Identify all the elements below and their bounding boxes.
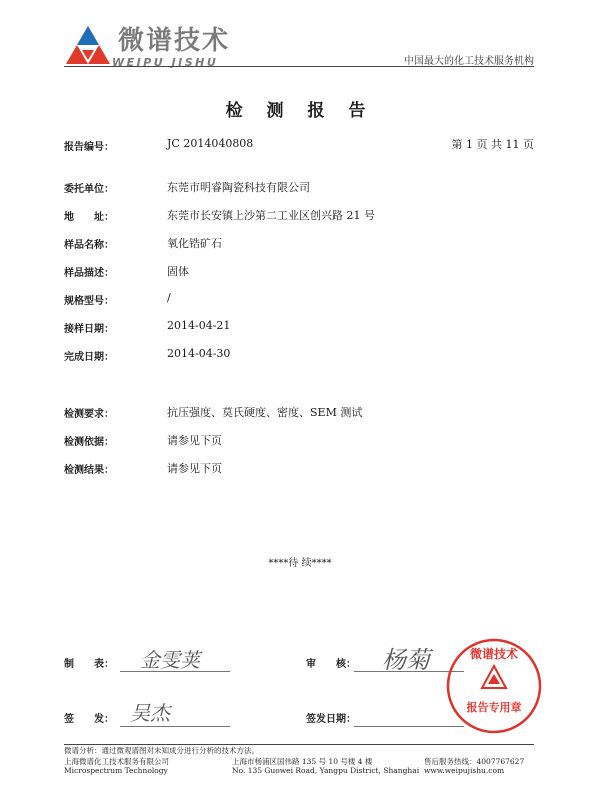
header-tagline: 中国最大的化工技术服务机构 (404, 56, 534, 67)
finish-date-value: 2014-04-30 (167, 347, 231, 360)
footer-company-cn: 上海微谱化工技术服务有限公司 (64, 757, 169, 766)
address-label: 地 址： (64, 212, 114, 223)
test-basis-value: 请参见下页 (167, 434, 222, 447)
report-no-label: 报告编号： (64, 142, 114, 153)
footer-address-en: No. 135 Guowei Road, Yangpu District, Shanghai (232, 766, 420, 775)
footer-hotline: 售后服务热线：4007767627 (424, 757, 525, 766)
stamp-bottom-text: 报告专用章 (466, 701, 522, 714)
report-seal-stamp (444, 636, 544, 736)
footer-address-cn: 上海市杨浦区国伟路 135 号 10 号楼 4 楼 (232, 757, 373, 766)
weipu-logo-icon (64, 24, 112, 66)
document-title: 检 测 报 告 (225, 101, 375, 121)
address-value: 东莞市长安镇上沙第二工业区创兴路 21 号 (167, 209, 375, 222)
logo-english-name: WEIPU JISHU (112, 56, 219, 69)
footer-company-en: Microspectrum Technology (64, 766, 168, 775)
stamp-top-text: 微谱技术 (469, 647, 519, 661)
footer-divider (64, 744, 534, 745)
sample-name-value: 氧化锆矿石 (167, 237, 222, 250)
sample-desc-value: 固体 (167, 265, 189, 278)
reviewer-signature: 杨菊 (382, 646, 430, 674)
finish-date-label: 完成日期： (64, 352, 114, 363)
preparer-line (120, 671, 230, 672)
spec-label: 规格型号： (64, 296, 114, 307)
sample-name-label: 样品名称： (64, 240, 114, 251)
test-result-value: 请参见下页 (167, 462, 222, 475)
issuer-line (120, 726, 230, 727)
logo-chinese-name: 微谱技术 (118, 26, 231, 56)
client-label: 委托单位： (64, 184, 114, 195)
issuer-label: 签 发： (64, 714, 114, 725)
reviewer-label: 审 核： (306, 659, 356, 670)
test-requirement-label: 检测要求： (64, 409, 114, 420)
test-basis-label: 检测依据： (64, 437, 114, 448)
footer-website[interactable]: www.weipujishu.com (424, 766, 505, 775)
report-no-value: JC 2014040808 (167, 137, 254, 150)
header-divider (64, 66, 534, 67)
footer-notice: 微谱分析：通过微观谱图对未知成分进行分析的技术方法。 (64, 746, 259, 755)
test-requirement-value: 抗压强度、莫氏硬度、密度、SEM 测试 (167, 406, 363, 419)
client-value: 东莞市明睿陶瓷科技有限公司 (167, 181, 310, 194)
test-result-label: 检测结果： (64, 465, 114, 476)
preparer-label: 制 表： (64, 659, 114, 670)
to-be-continued: ****待 续**** (268, 558, 332, 569)
page-info: 第 1 页 共 11 页 (451, 138, 534, 151)
receive-date-value: 2014-04-21 (167, 319, 231, 332)
issuer-signature: 吴杰 (130, 701, 170, 725)
preparer-signature: 金雯荚 (140, 648, 200, 672)
sample-desc-label: 样品描述： (64, 268, 114, 279)
issue-date-label: 签发日期： (306, 714, 356, 725)
spec-value: / (167, 291, 171, 304)
receive-date-label: 接样日期： (64, 324, 114, 335)
